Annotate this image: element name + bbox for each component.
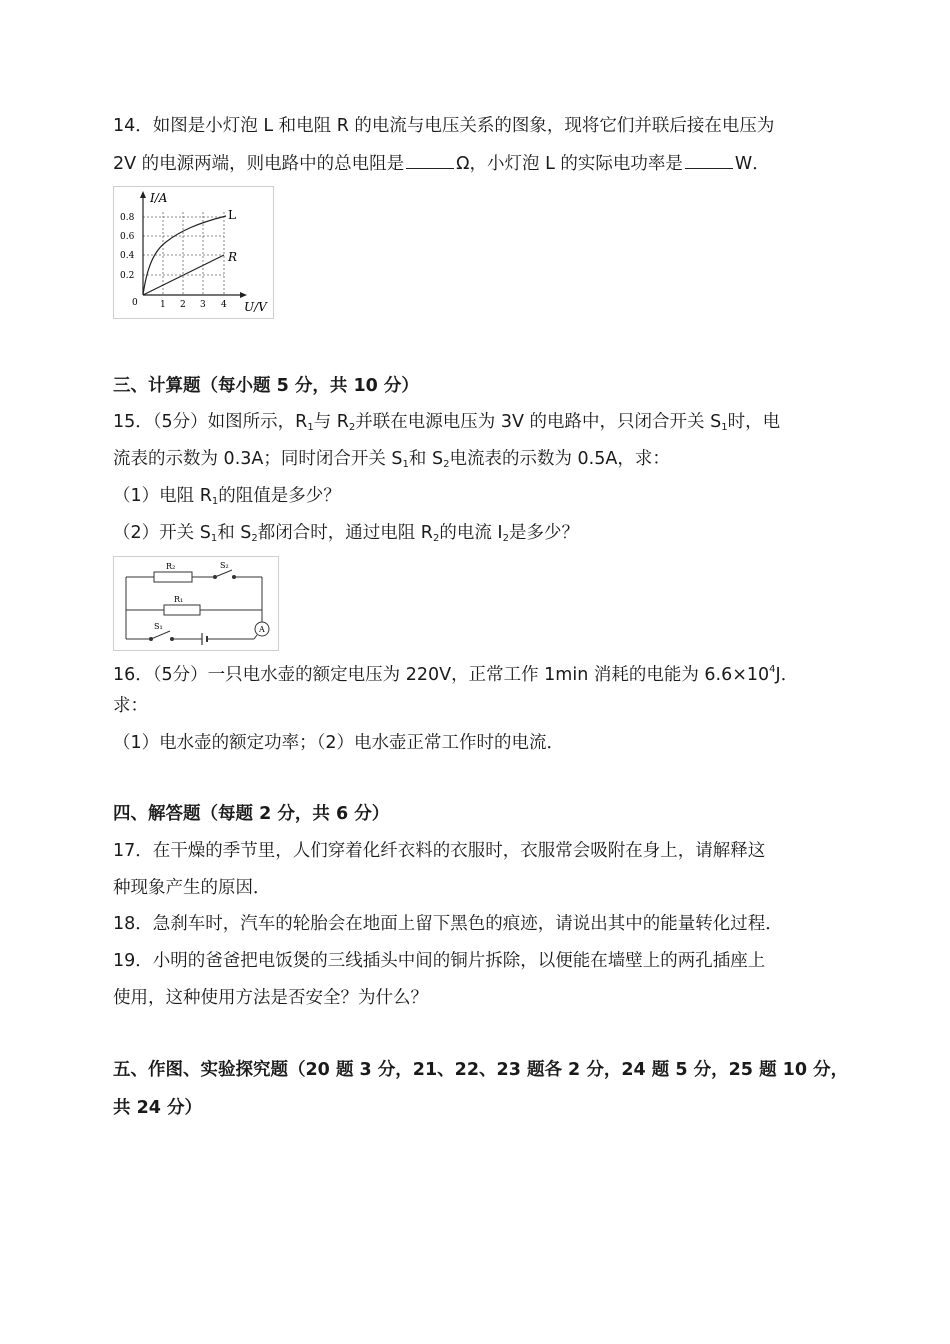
q17-line-1: 17．在干燥的季节里，人们穿着化纤衣料的衣服时，衣服常会吸附在身上，请解释这 — [113, 841, 766, 861]
q15-l2-a: 流表的示数为 0.3A；同时闭合开关 S — [113, 449, 403, 469]
q19-line-2: 使用，这种使用方法是否安全？为什么？ — [113, 988, 428, 1008]
q16-l1-b: J． — [775, 665, 799, 685]
y-axis-label: I/A — [150, 191, 168, 205]
q14-blank-resistance[interactable] — [406, 152, 454, 169]
circuit-svg — [114, 557, 278, 650]
curve-l-label: L — [228, 208, 236, 222]
q16-line-3: （1）电水壶的额定功率；（2）电水壶正常工作时的电流． — [113, 733, 565, 753]
q15-l1-b: 与 R — [313, 412, 349, 432]
q15-circuit-diagram — [113, 556, 279, 651]
resistor-r1 — [164, 605, 200, 615]
q15-sub2-a: （2）开关 S — [113, 523, 211, 543]
curve-l — [143, 216, 226, 295]
q15-l2-b: 和 S — [408, 449, 444, 469]
label-r1: R₁ — [174, 595, 184, 604]
q15-sub1-sub: 1 — [211, 496, 219, 507]
q15-l1-sub2: 2 — [348, 422, 356, 433]
q15-sub2-sub3: 2 — [432, 533, 440, 544]
q16-line-1 — [113, 658, 798, 687]
resistor-r2 — [154, 572, 192, 582]
section-5-title-line-1: 五、作图、实验探究题（20 题 3 分，21、22、23 题各 2 分，24 题 5 分，25 题 10 分， — [113, 1060, 849, 1080]
x-axis-arrow — [240, 292, 247, 298]
q15-sub2-sub2: 2 — [251, 533, 258, 544]
q14-text-c: W． — [734, 154, 770, 174]
q15-sub2-sub4: 2 — [502, 533, 509, 544]
x-axis-label: U/V — [244, 300, 267, 314]
q15-l1-c: 并联在电源电压为 3V 的电路中，只闭合开关 S — [355, 412, 722, 432]
q15-sub2-c: 都闭合时，通过电阻 R — [257, 523, 433, 543]
y-tick-0-8: 0.8 — [120, 213, 135, 223]
q14-text-b: Ω，小灯泡 L 的实际电功率是 — [456, 154, 683, 174]
q15-subquestion-1 — [113, 484, 341, 514]
q15-sub2-d: 的电流 I — [439, 523, 503, 543]
x-tick-2: 2 — [180, 300, 186, 310]
x-tick-3: 3 — [200, 300, 206, 310]
origin-label: 0 — [132, 298, 138, 308]
q15-sub2-sub1: 1 — [210, 533, 218, 544]
q14-line-1: 14．如图是小灯泡 L 和电阻 R 的电流与电压关系的图象，现将它们并联后接在电压为 — [113, 116, 775, 136]
x-tick-4: 4 — [221, 300, 227, 310]
q16-l1-sup: 4 — [769, 664, 776, 675]
label-s2: S₂ — [220, 561, 229, 570]
q15-l2-c: 电流表的示数为 0.5A，求： — [449, 449, 670, 469]
q15-sub1-b: 的阻值是多少？ — [218, 486, 341, 506]
q14-iu-graph — [113, 186, 274, 319]
y-axis-arrow — [140, 191, 146, 198]
q16-line-2: 求： — [113, 696, 148, 716]
q15-sub2-e: 是多少？ — [508, 523, 579, 543]
q14-text-a: 2V 的电源两端，则电路中的总电阻是 — [113, 154, 405, 174]
label-ammeter: A — [259, 625, 265, 634]
q16-l1-a: 16．（5分）一只电水壶的额定电压为 220V，正常工作 1min 消耗的电能为 6.6×10 — [113, 665, 770, 685]
q17-line-2: 种现象产生的原因． — [113, 878, 271, 898]
q14-blank-power[interactable] — [685, 152, 733, 169]
q18-line-1: 18．急刹车时，汽车的轮胎会在地面上留下黑色的痕迹，请说出其中的能量转化过程． — [113, 914, 783, 934]
q15-l1-d: 时，电 — [727, 412, 781, 432]
q15-sub1-a: （1）电阻 R — [113, 486, 212, 506]
x-tick-1: 1 — [160, 300, 166, 310]
section-4-title: 四、解答题（每题 2 分，共 6 分） — [113, 804, 390, 824]
y-tick-0-2: 0.2 — [120, 271, 135, 281]
q15-subquestion-2 — [113, 521, 579, 551]
q15-l2-sub1: 1 — [402, 459, 409, 470]
y-tick-0-4: 0.4 — [120, 251, 135, 261]
label-r2: R₂ — [166, 562, 176, 571]
switch-s1 — [151, 631, 170, 639]
y-tick-0-6: 0.6 — [120, 232, 135, 242]
q15-line-1 — [113, 410, 780, 440]
section-5-title-line-2: 共 24 分） — [113, 1098, 203, 1118]
label-s1: S₁ — [154, 622, 163, 631]
q15-l1-sub1: 1 — [307, 422, 314, 433]
switch-s2 — [215, 570, 232, 577]
q15-l1-a: 15．（5分）如图所示，R — [113, 412, 308, 432]
iu-graph-svg — [114, 187, 273, 318]
curve-r-label: R — [228, 250, 238, 264]
graph-grid — [143, 212, 224, 295]
q15-sub2-b: 和 S — [217, 523, 252, 543]
section-3-title: 三、计算题（每小题 5 分，共 10 分） — [113, 376, 419, 396]
q19-line-1: 19．小明的爸爸把电饭煲的三线插头中间的铜片拆除，以便能在墙壁上的两孔插座上 — [113, 951, 766, 971]
q15-l1-sub3: 1 — [721, 422, 728, 433]
q14-line-2 — [113, 152, 770, 176]
q15-l2-sub2: 2 — [443, 459, 450, 470]
q15-line-2 — [113, 447, 670, 477]
